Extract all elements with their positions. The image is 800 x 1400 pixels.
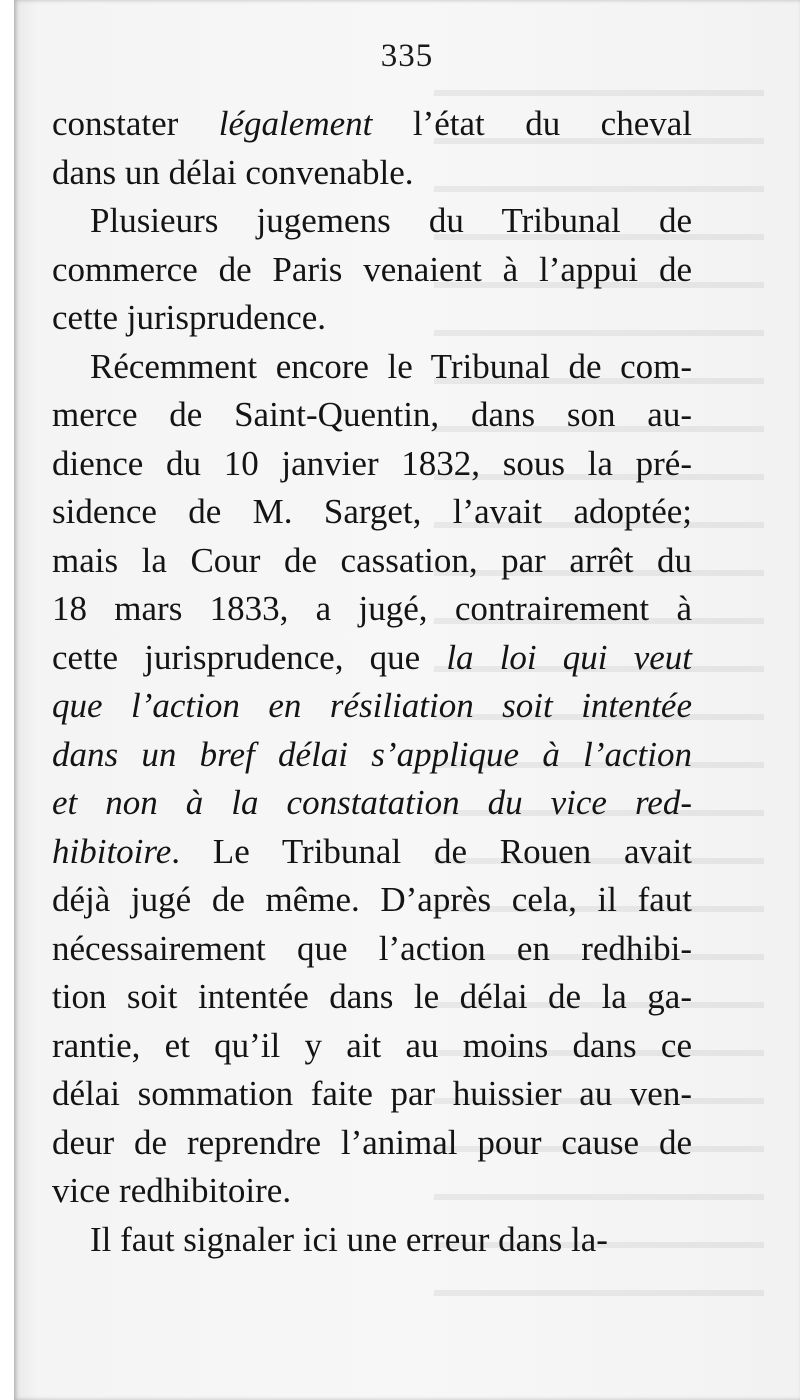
text-segment: Plusieurs jugemens du Tribunal de xyxy=(90,201,692,240)
italic-text: la loi qui veut xyxy=(446,637,692,677)
text-line xyxy=(52,634,692,683)
text-segment: merce de Saint-Quentin, dans son au- xyxy=(52,395,692,434)
text-line xyxy=(52,1216,692,1265)
text-segment: dience du 10 janvier 1832, sous la pré- xyxy=(52,443,692,483)
text-segment: sidence de M. Sarget, l’avait adoptée; xyxy=(52,492,692,531)
paragraph xyxy=(52,343,692,1216)
italic-text: légalement xyxy=(218,104,373,143)
text-line xyxy=(52,682,692,731)
italic-text: et non à la constatation du vice red- xyxy=(52,783,692,822)
text-line xyxy=(52,731,692,780)
text-segment: 18 mars 1833, a jugé, contrairement à xyxy=(52,589,692,628)
text-segment: nécessairement que l’action en redhibi- xyxy=(52,928,692,968)
paragraph xyxy=(52,100,692,197)
text-line xyxy=(52,1167,692,1216)
text-segment: déjà jugé de même. D’après cela, il faut xyxy=(52,880,692,919)
text-line xyxy=(52,440,692,489)
text-line xyxy=(52,100,692,149)
text-line xyxy=(52,488,692,537)
text-line xyxy=(52,973,692,1022)
text-segment: dans un délai convenable. xyxy=(52,152,414,192)
text-line xyxy=(52,779,692,828)
text-line xyxy=(52,828,692,877)
text-segment: Récemment encore le Tribunal de com- xyxy=(90,346,692,386)
text-segment: deur de reprendre l’animal pour cause de xyxy=(52,1122,692,1162)
text-segment: rantie, et qu’il y ait au moins dans ce xyxy=(52,1025,692,1065)
text-segment: cette jurisprudence, que xyxy=(52,637,447,677)
text-line xyxy=(52,149,692,198)
text-line xyxy=(52,537,692,586)
paragraph xyxy=(52,197,692,343)
text-line xyxy=(52,1119,692,1168)
body-text xyxy=(52,100,692,1264)
text-line xyxy=(52,1070,692,1119)
text-segment: tion soit intentée dans le délai de la ga- xyxy=(52,977,692,1016)
text-line xyxy=(52,197,692,246)
text-line xyxy=(52,925,692,974)
text-segment: Il faut signaler ici une erreur dans la- xyxy=(90,1219,608,1259)
text-segment: vice redhibitoire. xyxy=(52,1171,292,1210)
italic-text: dans un bref délai s’applique à l’action xyxy=(52,734,692,774)
text-segment: mais la Cour de cassation, par arrêt du xyxy=(52,540,692,580)
text-line xyxy=(52,876,692,925)
text-segment: l’état du cheval xyxy=(372,104,692,143)
italic-text: hibitoire xyxy=(52,831,172,871)
text-line xyxy=(52,246,692,295)
text-segment: constater xyxy=(52,104,219,143)
text-segment: commerce de Paris venaient à l’appui de xyxy=(52,249,692,289)
page-number: 335 xyxy=(380,38,434,74)
text-segment: . Le Tribunal de Rouen avait xyxy=(171,831,692,871)
text-line xyxy=(52,1022,692,1071)
text-line xyxy=(52,585,692,634)
text-segment: délai sommation faite par huissier au ven- xyxy=(52,1074,692,1113)
text-line xyxy=(52,343,692,392)
text-segment: cette jurisprudence. xyxy=(52,298,327,337)
text-line xyxy=(52,294,692,343)
italic-text: que l’action en résiliation soit intentée xyxy=(52,686,692,725)
book-page xyxy=(14,0,800,1400)
text-line xyxy=(52,391,692,440)
paragraph xyxy=(52,1216,692,1265)
